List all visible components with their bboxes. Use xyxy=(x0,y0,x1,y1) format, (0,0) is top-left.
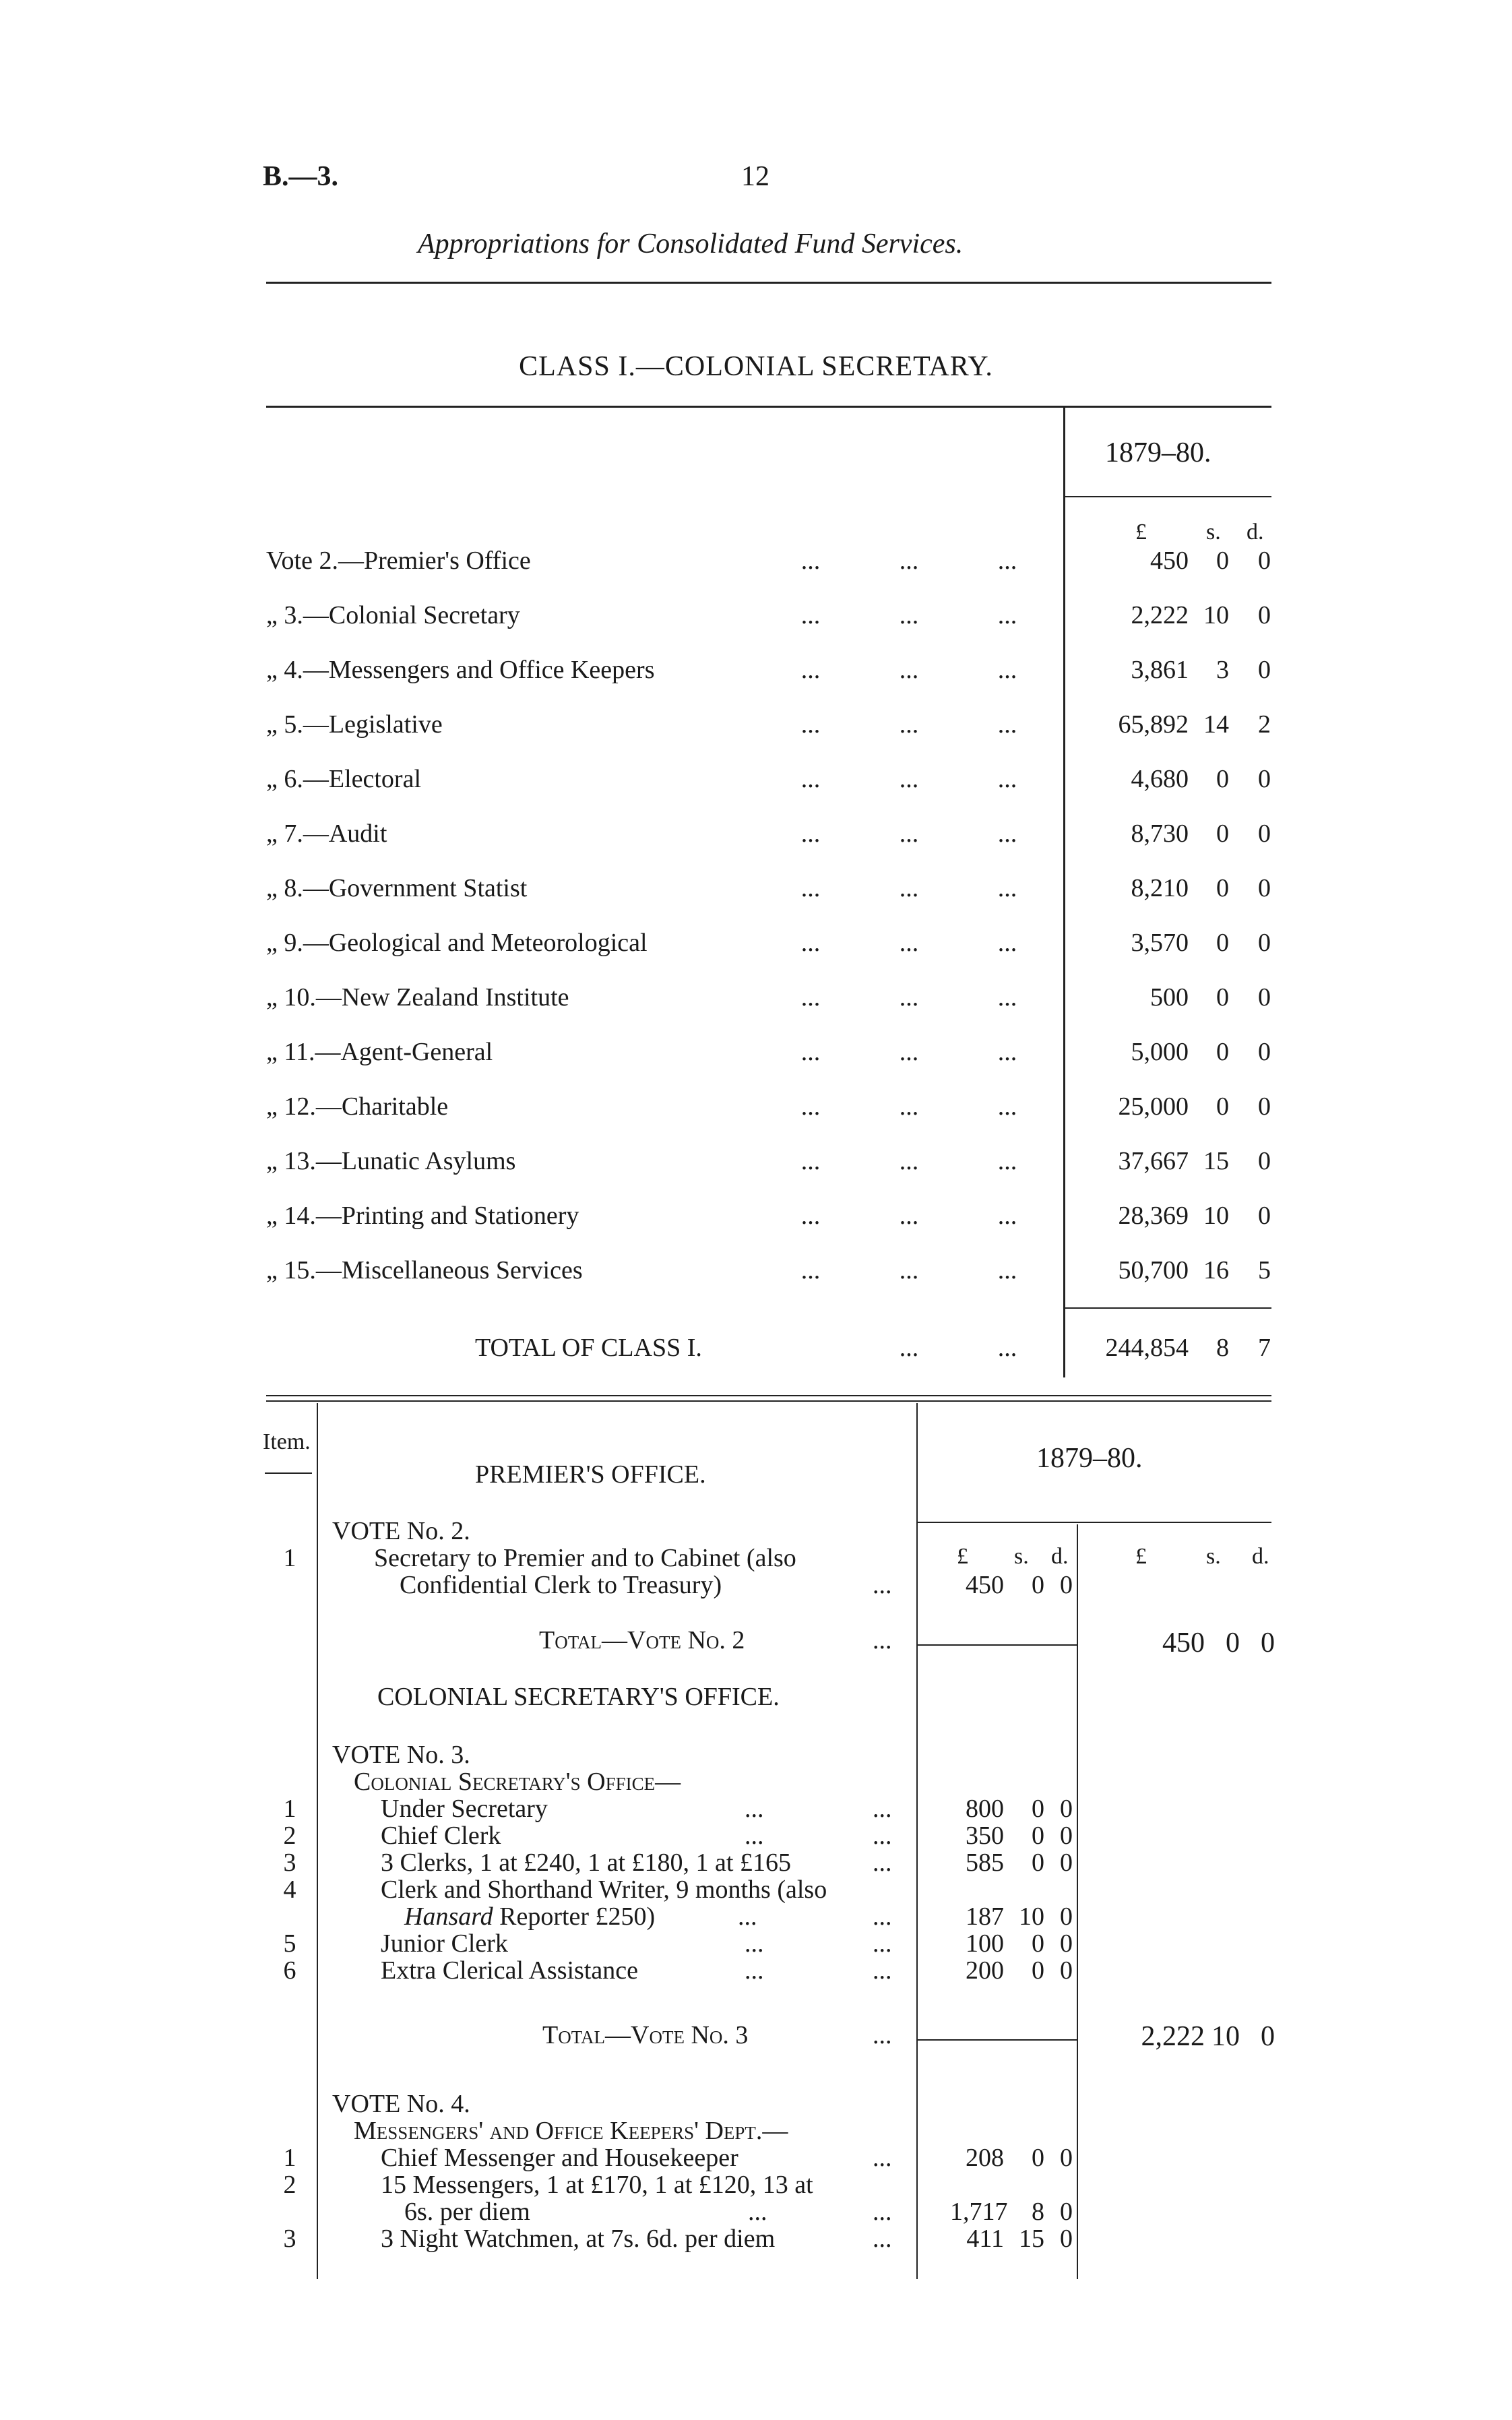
dots: ... xyxy=(899,601,919,629)
summary-year: 1879–80. xyxy=(1105,437,1211,468)
amount-pounds: 585 xyxy=(966,1849,1004,1877)
page-number: 12 xyxy=(741,161,769,192)
dots: ... xyxy=(997,929,1017,957)
dots: ... xyxy=(997,819,1017,848)
dots: ... xyxy=(899,547,919,575)
summary-row xyxy=(0,764,1512,794)
vote-label: „ 15.—Miscellaneous Services xyxy=(266,1256,583,1284)
vote-label: „ 5.—Legislative xyxy=(266,710,443,739)
vote-pence: 0 xyxy=(1258,656,1271,684)
vote-label: „ 14.—Printing and Stationery xyxy=(266,1202,579,1230)
item-header-rule xyxy=(265,1472,312,1474)
vote-pounds: 65,892 xyxy=(1118,710,1189,739)
amount-pence: 0 xyxy=(1060,1956,1073,1985)
dots: ... xyxy=(997,983,1017,1012)
vote-pounds: 3,570 xyxy=(1131,929,1189,957)
item-description: Chief Messenger and Housekeeper xyxy=(381,2144,738,2172)
vote-pounds: 3,861 xyxy=(1131,656,1189,684)
vote-pence: 0 xyxy=(1258,547,1271,575)
dots: ... xyxy=(800,1147,821,1175)
item-description-cont xyxy=(404,1902,655,1931)
premier-line-1: Secretary to Premier and to Cabinet (also xyxy=(374,1544,796,1572)
item-number: 5 xyxy=(283,1929,296,1958)
amount-pounds: 1,717 xyxy=(950,2198,1008,2226)
detail-pence-header: d. xyxy=(1051,1544,1069,1569)
vote-pounds: 4,680 xyxy=(1131,765,1189,793)
vote2-label: VOTE No. 2. xyxy=(332,1517,470,1545)
dots: ... xyxy=(899,710,919,739)
dots: ... xyxy=(873,2225,892,2253)
item-number: 3 xyxy=(283,1849,296,1877)
reporter-text: Reporter £250) xyxy=(493,1902,656,1931)
dots: ... xyxy=(873,1929,892,1958)
summary-shilling-header: s. xyxy=(1206,520,1221,545)
dots: ... xyxy=(997,601,1017,629)
colonial-heading: COLONIAL SECRETARY'S OFFICE. xyxy=(377,1683,780,1711)
summary-row xyxy=(0,1146,1512,1176)
dots: ... xyxy=(899,1256,919,1284)
vote-shillings: 14 xyxy=(1203,710,1229,739)
vote-pounds: 8,730 xyxy=(1131,819,1189,848)
detail-year: 1879–80. xyxy=(1036,1443,1143,1474)
dots: ... xyxy=(899,656,919,684)
summary-total-label: TOTAL OF CLASS I. xyxy=(475,1334,702,1362)
amount-shillings: 0 xyxy=(1032,1822,1044,1850)
dots: ... xyxy=(745,1795,764,1823)
vote-shillings: 0 xyxy=(1216,983,1229,1012)
dots: ... xyxy=(899,1334,919,1362)
summary-total-shillings: 8 xyxy=(1216,1334,1229,1362)
amount-pence: 0 xyxy=(1060,2198,1073,2226)
dots: ... xyxy=(899,765,919,793)
dots: ... xyxy=(800,874,821,902)
subtotal-rule xyxy=(918,2039,1077,2041)
vote-pence: 0 xyxy=(1258,1147,1271,1175)
vote-shillings: 0 xyxy=(1216,1092,1229,1121)
summary-row xyxy=(0,655,1512,685)
amount-shillings: 15 xyxy=(1019,2225,1044,2253)
dots: ... xyxy=(745,1929,764,1958)
amount-shillings: 10 xyxy=(1019,1902,1044,1931)
dots: ... xyxy=(800,656,821,684)
premier-heading: PREMIER'S OFFICE. xyxy=(475,1460,706,1489)
dots: ... xyxy=(899,983,919,1012)
vote-pence: 0 xyxy=(1258,1202,1271,1230)
dots: ... xyxy=(873,1822,892,1850)
item-number: 4 xyxy=(283,1875,296,1904)
total-pence-header: d. xyxy=(1252,1544,1269,1569)
vote-pounds: 5,000 xyxy=(1131,1038,1189,1066)
vote4-sub-heading: Messengers' and Office Keepers' Dept.— xyxy=(354,2117,788,2145)
dots: ... xyxy=(997,1334,1017,1362)
double-rule-top xyxy=(266,1395,1271,1396)
summary-pound-header: £ xyxy=(1135,520,1147,545)
summary-total-pounds: 244,854 xyxy=(1105,1334,1189,1362)
amount-shillings: 0 xyxy=(1032,1571,1044,1599)
dots: ... xyxy=(873,1626,892,1654)
dots: ... xyxy=(738,1902,757,1931)
summary-row xyxy=(0,983,1512,1012)
dots: ... xyxy=(899,1038,919,1066)
total-col-divider xyxy=(1077,1524,1078,2279)
amount-pence: 0 xyxy=(1060,1795,1073,1823)
amount-pounds: 100 xyxy=(966,1929,1004,1958)
vote-label: „ 7.—Audit xyxy=(266,819,387,848)
dots: ... xyxy=(899,1202,919,1230)
vote-pounds: 25,000 xyxy=(1118,1092,1189,1121)
header-rule xyxy=(266,282,1271,284)
amount-shillings: 0 xyxy=(1032,1795,1044,1823)
vote-label: „ 3.—Colonial Secretary xyxy=(266,601,520,629)
dots: ... xyxy=(997,710,1017,739)
item-description: Extra Clerical Assistance xyxy=(381,1956,638,1985)
summary-row xyxy=(0,819,1512,848)
dots: ... xyxy=(873,2021,892,2049)
dots: ... xyxy=(899,874,919,902)
item-description: Under Secretary xyxy=(381,1795,548,1823)
item-col-divider xyxy=(317,1403,318,2279)
amount-pence: 0 xyxy=(1060,2225,1073,2253)
dots: ... xyxy=(745,1822,764,1850)
summary-row xyxy=(0,873,1512,903)
vote-pence: 0 xyxy=(1258,1092,1271,1121)
dots: ... xyxy=(873,1849,892,1877)
summary-total-rule xyxy=(1065,1307,1271,1309)
vote2-total-label: Total—Vote No. 2 xyxy=(539,1626,745,1654)
vote3-label: VOTE No. 3. xyxy=(332,1741,470,1769)
vote-pence: 0 xyxy=(1258,1038,1271,1066)
item-header: Item. xyxy=(263,1429,311,1454)
amount-pounds: 411 xyxy=(966,2225,1004,2253)
amount-pounds: 208 xyxy=(966,2144,1004,2172)
vote-pence: 0 xyxy=(1258,929,1271,957)
dots: ... xyxy=(997,1038,1017,1066)
summary-row xyxy=(0,546,1512,576)
dots: ... xyxy=(800,765,821,793)
vote3-total-pence: 0 xyxy=(1261,2021,1275,2052)
summary-row xyxy=(0,1201,1512,1231)
vote-pence: 0 xyxy=(1258,819,1271,848)
dots: ... xyxy=(800,929,821,957)
summary-top-rule xyxy=(266,406,1271,408)
summary-year-rule xyxy=(1065,496,1271,497)
dots: ... xyxy=(873,1795,892,1823)
item-description: Clerk and Shorthand Writer, 9 months (also xyxy=(381,1875,827,1904)
detail-pound-header: £ xyxy=(957,1544,968,1569)
dots: ... xyxy=(800,710,821,739)
dots: ... xyxy=(997,1092,1017,1121)
item-description: 15 Messengers, 1 at £170, 1 at £120, 13 at xyxy=(381,2171,813,2199)
total-shilling-header: s. xyxy=(1206,1544,1221,1569)
item-number: 2 xyxy=(283,2171,296,2199)
vote-label: „ 10.—New Zealand Institute xyxy=(266,983,569,1012)
vote-pence: 0 xyxy=(1258,765,1271,793)
amount-pounds: 187 xyxy=(966,1902,1004,1931)
vote-label: „ 12.—Charitable xyxy=(266,1092,449,1121)
vote-pounds: 37,667 xyxy=(1118,1147,1189,1175)
dots: ... xyxy=(873,1956,892,1985)
dots: ... xyxy=(997,656,1017,684)
vote-label: „ 4.—Messengers and Office Keepers xyxy=(266,656,655,684)
vote-pence: 0 xyxy=(1258,601,1271,629)
hansard-text: Hansard xyxy=(404,1902,493,1931)
item-description-cont: 6s. per diem xyxy=(404,2198,530,2226)
amount-pounds: 350 xyxy=(966,1822,1004,1850)
dots: ... xyxy=(800,1038,821,1066)
dots: ... xyxy=(748,2198,767,2226)
vote-label: „ 6.—Electoral xyxy=(266,765,422,793)
double-rule-bottom xyxy=(266,1400,1271,1402)
vote-shillings: 0 xyxy=(1216,765,1229,793)
amount-pence: 0 xyxy=(1060,1902,1073,1931)
amount-shillings: 0 xyxy=(1032,1929,1044,1958)
vote-pounds: 28,369 xyxy=(1118,1202,1189,1230)
premier-line-2: Confidential Clerk to Treasury) xyxy=(400,1571,722,1599)
item-description: Chief Clerk xyxy=(381,1822,501,1850)
vote-shillings: 0 xyxy=(1216,819,1229,848)
vote-pence: 5 xyxy=(1258,1256,1271,1284)
dots: ... xyxy=(873,2198,892,2226)
vote-pounds: 500 xyxy=(1150,983,1189,1012)
dots: ... xyxy=(997,1147,1017,1175)
vote-pounds: 450 xyxy=(1150,547,1189,575)
item-number: 6 xyxy=(283,1956,296,1985)
dots: ... xyxy=(800,1092,821,1121)
vote-pence: 2 xyxy=(1258,710,1271,739)
amount-pence: 0 xyxy=(1060,1822,1073,1850)
item-description: 3 Clerks, 1 at £240, 1 at £180, 1 at £165 xyxy=(381,1849,791,1877)
vote3-total-label: Total—Vote No. 3 xyxy=(542,2021,749,2049)
dots: ... xyxy=(800,1202,821,1230)
item-number: 1 xyxy=(283,1795,296,1823)
item-description: 3 Night Watchmen, at 7s. 6d. per diem xyxy=(381,2225,776,2253)
vote-pence: 0 xyxy=(1258,983,1271,1012)
vote-label: „ 9.—Geological and Meteorological xyxy=(266,929,648,957)
dots: ... xyxy=(899,1092,919,1121)
amount-pounds: 800 xyxy=(966,1795,1004,1823)
vote-shillings: 0 xyxy=(1216,874,1229,902)
summary-pence-header: d. xyxy=(1247,520,1264,545)
summary-row xyxy=(0,1092,1512,1121)
vote-label: „ 13.—Lunatic Asylums xyxy=(266,1147,516,1175)
dots: ... xyxy=(873,2144,892,2172)
vote-label: „ 11.—Agent-General xyxy=(266,1038,493,1066)
detail-shilling-header: s. xyxy=(1014,1544,1029,1569)
detail-year-rule xyxy=(918,1522,1271,1523)
total-pound-header: £ xyxy=(1135,1544,1147,1569)
item-number: 2 xyxy=(283,1822,296,1850)
item-description: Junior Clerk xyxy=(381,1929,508,1958)
vote-shillings: 10 xyxy=(1203,1202,1229,1230)
summary-row xyxy=(0,1037,1512,1067)
item-number: 3 xyxy=(283,2225,296,2253)
amount-shillings: 0 xyxy=(1032,1849,1044,1877)
vote4-label: VOTE No. 4. xyxy=(332,2090,470,2118)
amount-shillings: 8 xyxy=(1032,2198,1044,2226)
dots: ... xyxy=(997,874,1017,902)
vote2-total-pounds: 450 xyxy=(1162,1627,1205,1658)
vote3-sub-heading: Colonial Secretary's Office— xyxy=(354,1768,681,1796)
summary-row xyxy=(0,928,1512,958)
amount-pence: 0 xyxy=(1060,1849,1073,1877)
amount-pounds: 450 xyxy=(966,1571,1004,1599)
summary-row xyxy=(0,710,1512,739)
vote-label: Vote 2.—Premier's Office xyxy=(266,547,531,575)
summary-total-row xyxy=(0,1333,1512,1363)
dots: ... xyxy=(800,547,821,575)
dots: ... xyxy=(997,1256,1017,1284)
dots: ... xyxy=(997,1202,1017,1230)
dots: ... xyxy=(899,929,919,957)
amount-pence: 0 xyxy=(1060,1929,1073,1958)
summary-total-pence: 7 xyxy=(1258,1334,1271,1362)
dots: ... xyxy=(873,1902,892,1931)
dots: ... xyxy=(997,547,1017,575)
amount-pence: 0 xyxy=(1060,2144,1073,2172)
amount-pounds: 200 xyxy=(966,1956,1004,1985)
amount-col-divider xyxy=(916,1403,918,2279)
summary-row xyxy=(0,600,1512,630)
vote-pence: 0 xyxy=(1258,874,1271,902)
vote-shillings: 3 xyxy=(1216,656,1229,684)
dots: ... xyxy=(800,983,821,1012)
dots: ... xyxy=(899,1147,919,1175)
dots: ... xyxy=(800,601,821,629)
vote2-total-pence: 0 xyxy=(1261,1627,1275,1658)
vote-shillings: 0 xyxy=(1216,1038,1229,1066)
dots: ... xyxy=(800,1256,821,1284)
vote-pounds: 2,222 xyxy=(1131,601,1189,629)
subtotal-rule xyxy=(918,1644,1077,1646)
amount-shillings: 0 xyxy=(1032,1956,1044,1985)
dots: ... xyxy=(745,1956,764,1985)
dots: ... xyxy=(800,819,821,848)
dots: ... xyxy=(899,819,919,848)
vote-pounds: 8,210 xyxy=(1131,874,1189,902)
vote-shillings: 10 xyxy=(1203,601,1229,629)
vote-shillings: 15 xyxy=(1203,1147,1229,1175)
vote3-total-pounds: 2,222 xyxy=(1141,2021,1205,2052)
item-number: 1 xyxy=(283,2144,296,2172)
dots: ... xyxy=(873,1571,892,1599)
dots: ... xyxy=(997,765,1017,793)
vote-label: „ 8.—Government Statist xyxy=(266,874,528,902)
vote-shillings: 16 xyxy=(1203,1256,1229,1284)
class-title: CLASS I.—COLONIAL SECRETARY. xyxy=(519,351,993,382)
vote3-total-shillings: 10 xyxy=(1211,2021,1240,2052)
amount-shillings: 0 xyxy=(1032,2144,1044,2172)
summary-row xyxy=(0,1255,1512,1285)
vote-shillings: 0 xyxy=(1216,929,1229,957)
vote-shillings: 0 xyxy=(1216,547,1229,575)
item-number: 1 xyxy=(283,1544,296,1572)
amount-pence: 0 xyxy=(1060,1571,1073,1599)
vote2-total-shillings: 0 xyxy=(1226,1627,1240,1658)
running-title: Appropriations for Consolidated Fund Services. xyxy=(418,228,964,259)
page-code: B.—3. xyxy=(263,161,339,192)
vote-pounds: 50,700 xyxy=(1118,1256,1189,1284)
